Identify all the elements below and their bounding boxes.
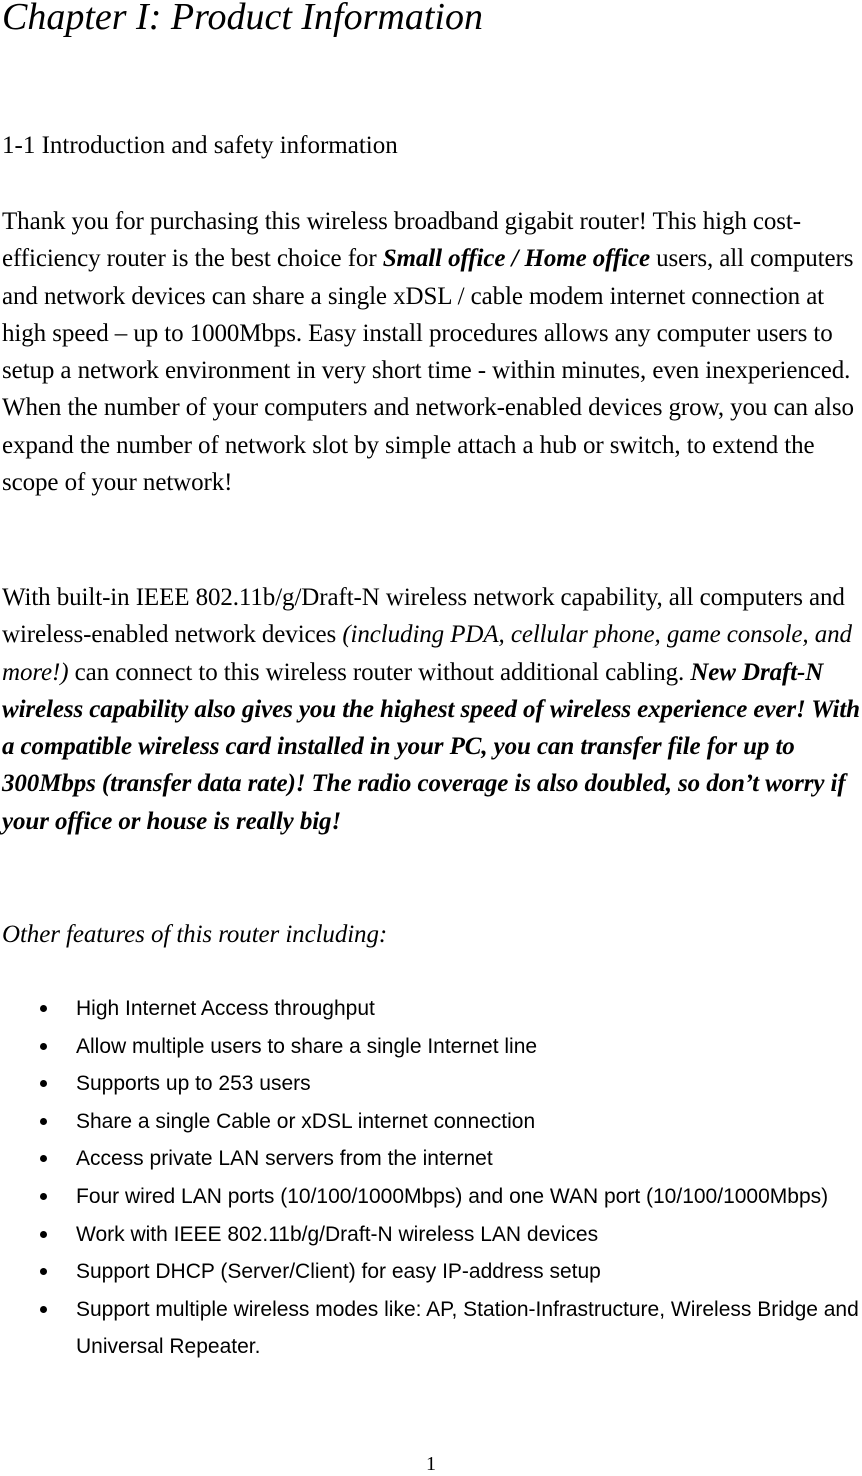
feature-text: Support multiple wireless modes like: AP, Station-Infrastructure, Wireless Bridge and Universal Repeater. [76, 1297, 859, 1359]
bullet-icon [40, 1268, 47, 1275]
features-intro: Other features of this router including: [2, 921, 388, 948]
feature-item [0, 1178, 862, 1216]
intro-paragraph [2, 203, 862, 501]
bullet-icon [40, 1118, 47, 1125]
wireless-device-examples: (including PDA, cellular phone, game console, and more!) [2, 621, 852, 686]
wireless-text-2: can connect to this wireless router without additional cabling. [68, 658, 691, 686]
wireless-paragraph [2, 579, 862, 840]
feature-item [0, 1103, 862, 1141]
bullet-icon [40, 1231, 47, 1238]
feature-item [0, 990, 862, 1028]
feature-text: Support DHCP (Server/Client) for easy IP-address setup [76, 1260, 601, 1284]
feature-item [0, 1028, 862, 1066]
wireless-emphasis: New Draft-N wireless capability also gives you the highest speed of wireless experience ever! With a compatible wireless card installed in your PC, you can transfer file for up to 300Mbps (transfer data rate)! The radio coverage is also doubled, so don’t worry if your office or house is really big! [2, 658, 860, 835]
feature-text: Allow multiple users to share a single Internet line [76, 1034, 538, 1058]
feature-text: High Internet Access throughput [76, 997, 375, 1020]
bullet-icon [40, 1306, 47, 1313]
feature-item [0, 1291, 862, 1366]
bullet-icon [40, 1080, 47, 1087]
intro-text-1: Thank you for purchasing this wireless broadband gigabit router! This high cost-efficiency router is the best choice for [2, 208, 802, 273]
feature-text: Access private LAN servers from the internet [76, 1147, 493, 1171]
intro-emphasis: Small office / Home office [382, 245, 650, 273]
bullet-icon [40, 1193, 47, 1200]
feature-item [0, 1065, 862, 1103]
bullet-icon [40, 1043, 47, 1050]
bullet-icon [40, 1005, 47, 1012]
feature-item [0, 1216, 862, 1254]
section-heading: 1-1 Introduction and safety information [2, 132, 398, 159]
feature-text: Four wired LAN ports (10/100/1000Mbps) and one WAN port (10/100/1000Mbps) [76, 1184, 829, 1208]
features-list [0, 990, 862, 1366]
wireless-text-1: With built-in IEEE 802.11b/g/Draft-N wireless network capability, all computers and wireless-enabled network devices [2, 584, 845, 649]
feature-item [0, 1253, 862, 1291]
page-number: 1 [426, 1453, 436, 1475]
feature-item [0, 1140, 862, 1178]
intro-text-2: users, all computers and network devices can share a single xDSL / cable modem internet connection at high speed – up to 1000Mbps. Easy install procedures allows any computer users to setup a network environment in very short time - within minutes, even inexperienced. When the number of your computers and network-enabled devices grow, you can also expand the number of network slot by simple attach a hub or switch, to extend the scope of your network! [2, 245, 854, 496]
feature-text: Share a single Cable or xDSL internet connection [76, 1109, 536, 1133]
feature-text: Work with IEEE 802.11b/g/Draft-N wireless LAN devices [76, 1222, 599, 1246]
chapter-title: Chapter I: Product Information [2, 0, 483, 38]
bullet-icon [40, 1155, 47, 1162]
feature-text: Supports up to 253 users [76, 1072, 311, 1096]
